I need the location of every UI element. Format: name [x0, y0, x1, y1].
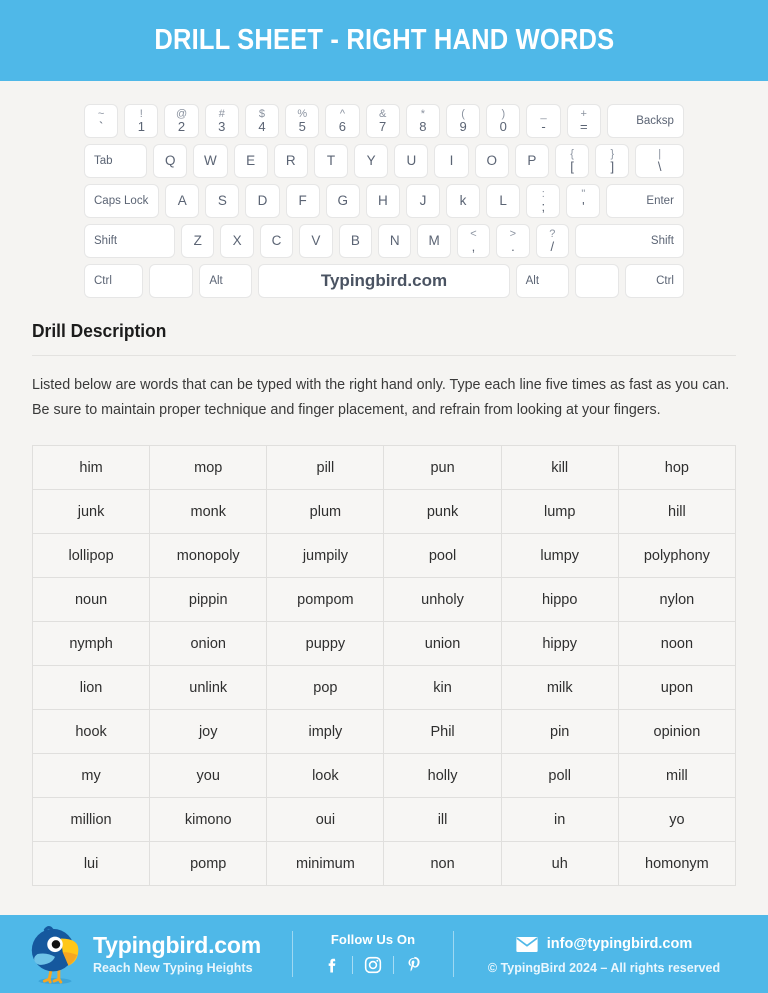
word-cell: hippy — [501, 622, 618, 666]
key-a: A — [165, 184, 199, 218]
key-backspace: Backsp — [607, 104, 684, 138]
key-bracket-right: } ] — [595, 144, 629, 178]
table-row — [33, 490, 736, 534]
pinterest-icon[interactable] — [403, 954, 425, 976]
key-6: ^ 6 — [325, 104, 359, 138]
key-5: % 5 — [285, 104, 319, 138]
word-cell: joy — [150, 710, 267, 754]
key-backslash: | \ — [635, 144, 684, 178]
key-alt-right: Alt — [516, 264, 569, 298]
keyboard-diagram — [84, 104, 684, 298]
social-divider-2 — [393, 956, 394, 974]
table-row — [33, 710, 736, 754]
word-cell: pin — [501, 710, 618, 754]
table-row — [33, 534, 736, 578]
word-cell: imply — [267, 710, 384, 754]
key-quote: " ' — [566, 184, 600, 218]
word-cell: noon — [618, 622, 735, 666]
word-cell: monopoly — [150, 534, 267, 578]
word-cell: hop — [618, 446, 735, 490]
key-k: k — [446, 184, 480, 218]
key-9: ( 9 — [446, 104, 480, 138]
footer-email-row — [454, 933, 754, 955]
word-cell: holly — [384, 754, 501, 798]
word-cell: yo — [618, 798, 735, 842]
word-cell: mill — [618, 754, 735, 798]
key-tab: Tab — [84, 144, 147, 178]
word-cell: my — [33, 754, 150, 798]
key-equals: + = — [567, 104, 601, 138]
key-minus: _ - — [526, 104, 560, 138]
word-cell: kin — [384, 666, 501, 710]
key-n: N — [378, 224, 411, 258]
key-t: T — [314, 144, 348, 178]
key-bracket-left: { [ — [555, 144, 589, 178]
word-cell: punk — [384, 490, 501, 534]
word-cell: jumpily — [267, 534, 384, 578]
word-cell: unlink — [150, 666, 267, 710]
word-cell: hook — [33, 710, 150, 754]
word-cell: mop — [150, 446, 267, 490]
table-row — [33, 798, 736, 842]
key-comma: < , — [457, 224, 490, 258]
word-cell: oui — [267, 798, 384, 842]
word-cell: onion — [150, 622, 267, 666]
table-row — [33, 622, 736, 666]
word-cell: pool — [384, 534, 501, 578]
word-cell: look — [267, 754, 384, 798]
key-p: P — [515, 144, 549, 178]
word-cell: polyphony — [618, 534, 735, 578]
key-u: U — [394, 144, 428, 178]
word-cell: you — [150, 754, 267, 798]
word-cell: pippin — [150, 578, 267, 622]
key-2: @ 2 — [164, 104, 198, 138]
word-cell: lumpy — [501, 534, 618, 578]
key-backtick: ~ ` — [84, 104, 118, 138]
page-header — [0, 0, 768, 81]
key-w: W — [193, 144, 227, 178]
key-z: Z — [181, 224, 214, 258]
keyboard-row-qwerty — [84, 144, 684, 178]
keyboard-row-zxcv — [84, 224, 684, 258]
key-3: # 3 — [205, 104, 239, 138]
word-cell: junk — [33, 490, 150, 534]
keyboard-row-numbers — [84, 104, 684, 138]
key-0: ) 0 — [486, 104, 520, 138]
key-h: H — [366, 184, 400, 218]
word-cell: milk — [501, 666, 618, 710]
keyboard-row-home — [84, 184, 684, 218]
footer-brand-text — [93, 933, 261, 975]
word-cell: noun — [33, 578, 150, 622]
key-f: F — [286, 184, 320, 218]
word-cell: unholy — [384, 578, 501, 622]
key-o: O — [475, 144, 509, 178]
word-cell: lion — [33, 666, 150, 710]
word-cell: upon — [618, 666, 735, 710]
word-cell: nymph — [33, 622, 150, 666]
table-row — [33, 666, 736, 710]
word-cell: non — [384, 842, 501, 886]
word-cell: in — [501, 798, 618, 842]
word-cell: plum — [267, 490, 384, 534]
key-7: & 7 — [366, 104, 400, 138]
follow-us-label: Follow Us On — [330, 932, 416, 947]
typingbird-logo-icon — [26, 923, 84, 985]
footer-brand-tagline: Reach New Typing Heights — [93, 961, 253, 976]
footer-brand-name: Typingbird.com — [93, 931, 261, 958]
table-row — [33, 446, 736, 490]
footer-contact-section — [454, 933, 768, 975]
page-title: DRILL SHEET - RIGHT HAND WORDS — [154, 24, 614, 56]
word-cell: kill — [501, 446, 618, 490]
word-cell: Phil — [384, 710, 501, 754]
word-cell: pompom — [267, 578, 384, 622]
key-alt-left: Alt — [199, 264, 252, 298]
word-cell: nylon — [618, 578, 735, 622]
page-footer — [0, 915, 768, 993]
word-cell: hill — [618, 490, 735, 534]
word-cell: puppy — [267, 622, 384, 666]
drill-description-title: Drill Description — [32, 320, 167, 341]
key-r: R — [274, 144, 308, 178]
word-cell: kimono — [150, 798, 267, 842]
word-cell: opinion — [618, 710, 735, 754]
keyboard-row-modifiers — [84, 264, 684, 298]
key-c: C — [260, 224, 293, 258]
word-cell: him — [33, 446, 150, 490]
facebook-icon[interactable] — [321, 954, 343, 976]
section-divider — [32, 355, 736, 356]
key-ctrl-left: Ctrl — [84, 264, 143, 298]
key-shift-left: Shift — [84, 224, 175, 258]
word-cell: ill — [384, 798, 501, 842]
key-4: $ 4 — [245, 104, 279, 138]
table-row — [33, 578, 736, 622]
drill-description-section — [32, 320, 736, 423]
key-v: V — [299, 224, 332, 258]
word-cell: homonym — [618, 842, 735, 886]
footer-email[interactable]: info@typingbird.com — [546, 936, 693, 952]
footer-copyright: © TypingBird 2024 – All rights reserved — [487, 961, 721, 975]
table-row — [33, 754, 736, 798]
key-x: X — [220, 224, 253, 258]
key-8: * 8 — [406, 104, 440, 138]
key-q: Q — [153, 144, 187, 178]
word-cell: monk — [150, 490, 267, 534]
word-cell: lollipop — [33, 534, 150, 578]
word-cell: pop — [267, 666, 384, 710]
key-e: E — [234, 144, 268, 178]
word-cell: hippo — [501, 578, 618, 622]
drill-words-table — [32, 445, 736, 886]
instagram-icon[interactable] — [362, 954, 384, 976]
word-cell: pun — [384, 446, 501, 490]
table-row — [33, 842, 736, 886]
key-semicolon: : ; — [526, 184, 560, 218]
word-cell: pomp — [150, 842, 267, 886]
word-cell: uh — [501, 842, 618, 886]
social-icons-row — [293, 954, 453, 976]
key-b: B — [339, 224, 372, 258]
word-cell: lump — [501, 490, 618, 534]
key-ctrl-right: Ctrl — [625, 264, 684, 298]
key-meta-right — [575, 264, 619, 298]
word-cell: lui — [33, 842, 150, 886]
key-1: ! 1 — [124, 104, 158, 138]
footer-social-section — [293, 932, 453, 976]
key-slash: ? / — [536, 224, 569, 258]
word-cell: minimum — [267, 842, 384, 886]
key-meta-left — [149, 264, 193, 298]
word-cell: million — [33, 798, 150, 842]
key-l: L — [486, 184, 520, 218]
key-enter: Enter — [606, 184, 683, 218]
word-cell: pill — [267, 446, 384, 490]
key-s: S — [205, 184, 239, 218]
key-spacebar: Typingbird.com — [258, 264, 509, 298]
key-i: I — [434, 144, 468, 178]
key-d: D — [245, 184, 279, 218]
footer-brand — [0, 923, 292, 985]
key-g: G — [326, 184, 360, 218]
key-j: J — [406, 184, 440, 218]
envelope-icon — [516, 933, 538, 955]
word-cell: poll — [501, 754, 618, 798]
word-cell: union — [384, 622, 501, 666]
drill-description-text: Listed below are words that can be typed with the right hand only. Type each line five times as fast as you can. Be sure to maintain proper technique and finger placement, and refrain from looking at your fingers. — [32, 377, 730, 419]
key-shift-right: Shift — [575, 224, 684, 258]
social-divider-1 — [352, 956, 353, 974]
key-period: > . — [496, 224, 529, 258]
key-y: Y — [354, 144, 388, 178]
key-caps-lock: Caps Lock — [84, 184, 159, 218]
key-m: M — [417, 224, 450, 258]
